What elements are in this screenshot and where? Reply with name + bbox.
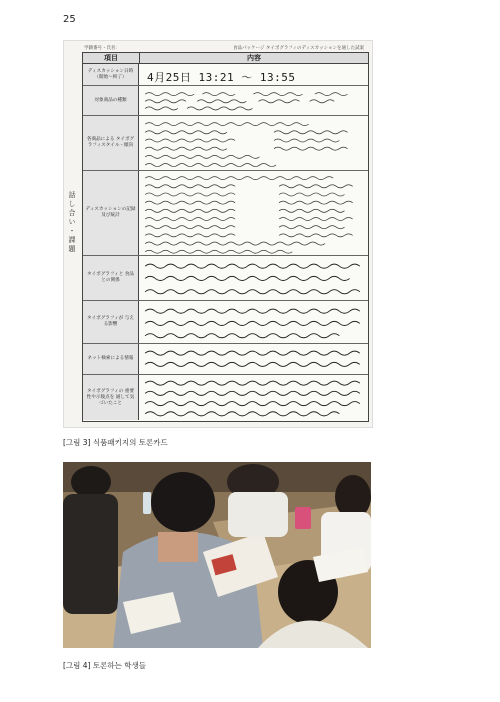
handwriting-scribble	[141, 88, 366, 114]
row-label: タイポグラフィと 食品との関係	[83, 256, 139, 300]
row-label: タイポグラフィの 重要性や示唆点を 通して気づいたこと	[83, 375, 139, 420]
worksheet-row-datetime	[83, 64, 368, 86]
column-header-content: 内容	[140, 53, 368, 64]
row-label: ディスカッションの記録 及び統計	[83, 171, 139, 255]
worksheet-row-typography-influence	[83, 301, 368, 344]
worksheet-row-typography-style	[83, 116, 368, 171]
row-label: 対象商品の種類	[83, 86, 139, 115]
handwriting-scribble	[141, 258, 366, 299]
column-header-item: 項目	[83, 53, 140, 64]
worksheet-student-id-label: 学籍番号・氏名：	[84, 46, 120, 51]
handwriting-scribble	[141, 377, 366, 420]
row-label: 各商品による タイポグラフィスタイル・傾向	[83, 116, 139, 170]
handwritten-margin-note: 話し合い・課題	[68, 191, 76, 254]
worksheet-row-web-search	[83, 344, 368, 375]
handwritten-datetime: 4月25日 13:21 ～ 13:55	[147, 71, 296, 84]
row-label: ディスカッション日時（開始～終了）	[83, 64, 139, 85]
worksheet-title: 食品パッケージ タイポグラフィのディスカッションを通した試案	[233, 46, 364, 51]
worksheet-row-typography-food	[83, 256, 368, 301]
students-discussing-photo	[63, 462, 371, 648]
page-number: 25	[63, 14, 76, 25]
handwriting-scribble	[141, 346, 366, 373]
figure-3-caption: [그림 3] 식품패키지의 토론카드	[63, 438, 168, 447]
worksheet-row-discussion-record	[83, 171, 368, 256]
row-label: ネット検索による情報	[83, 344, 139, 374]
worksheet-row-product-types	[83, 86, 368, 116]
worksheet-table	[82, 52, 369, 422]
handwriting-scribble	[141, 303, 366, 342]
figure-4-caption: [그림 4] 토론하는 학생들	[63, 661, 146, 670]
photo-illustration	[63, 462, 371, 648]
worksheet-row-insights	[83, 375, 368, 420]
handwriting-scribble	[141, 118, 366, 169]
row-label: タイポグラフィが 与える影響	[83, 301, 139, 343]
handwriting-scribble	[141, 173, 366, 255]
discussion-card-scan	[63, 40, 373, 428]
